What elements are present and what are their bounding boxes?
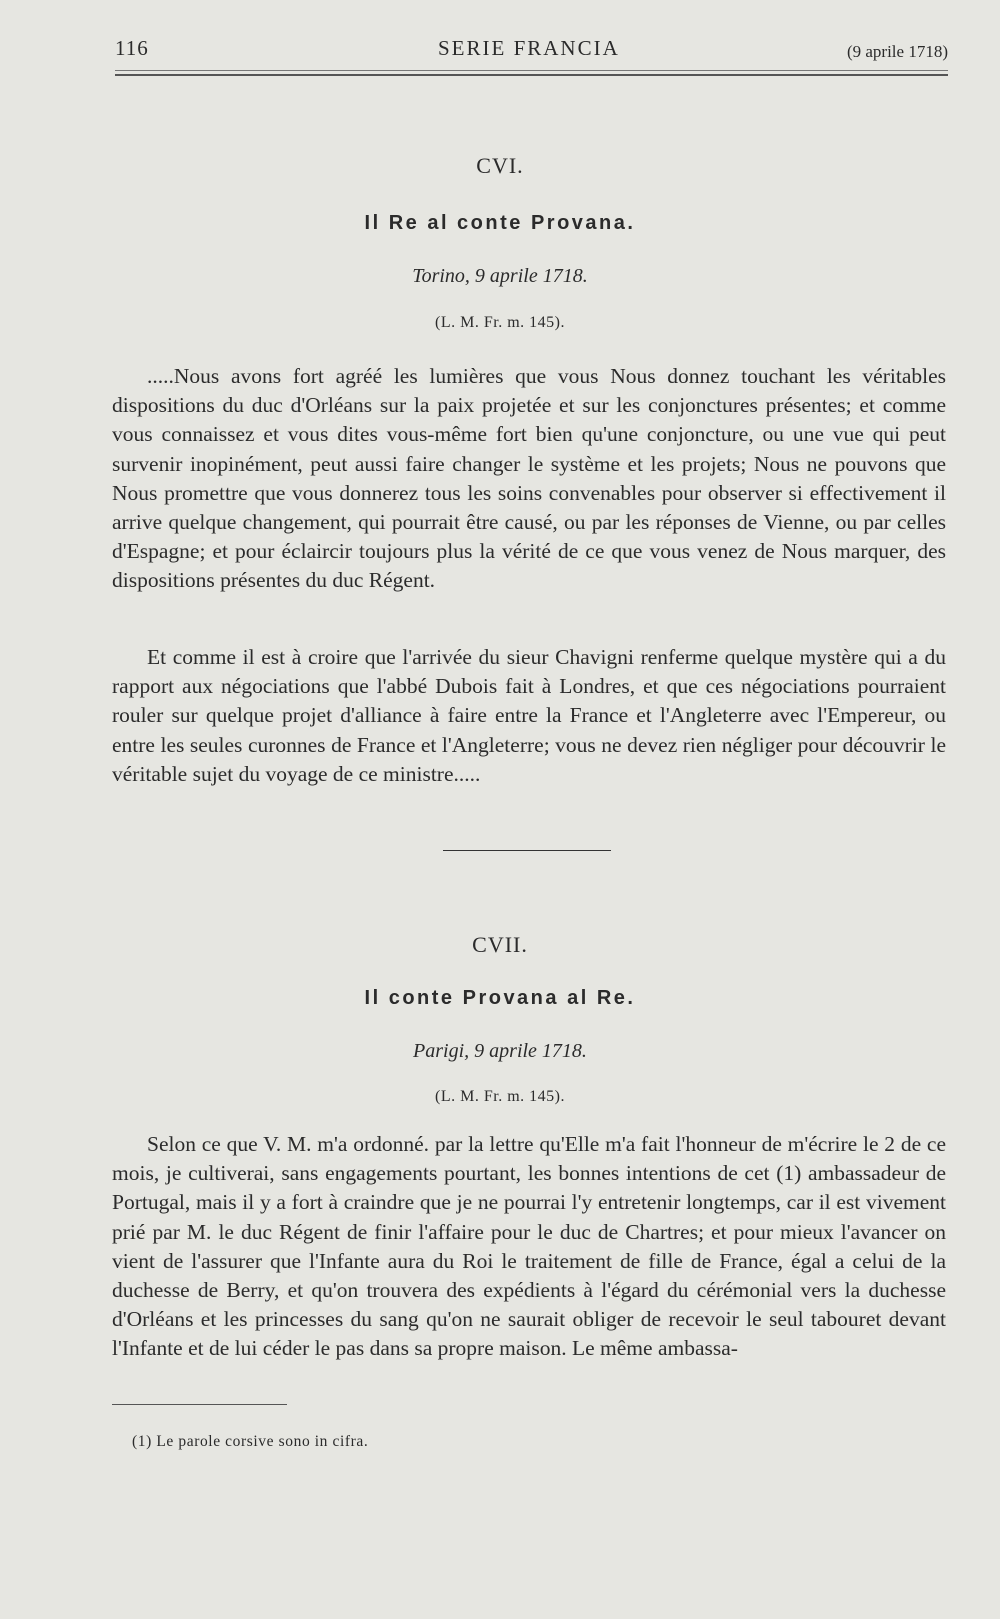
place-date: Parigi, 9 aprile 1718. [413, 1040, 587, 1062]
archive-source: (L. M. Fr. m. 145). [435, 1088, 565, 1105]
header-rule-thick [115, 74, 948, 76]
header-rule-thin [115, 70, 948, 71]
place-date: Torino, 9 aprile 1718. [412, 265, 588, 287]
section-separator [443, 850, 611, 851]
archive-source: (L. M. Fr. m. 145). [435, 314, 565, 331]
document-number: CVI. [476, 153, 524, 178]
footnote: (1) Le parole corsive sono in cifra. [132, 1433, 369, 1450]
body-paragraph: Et comme il est à croire que l'arrivée du sieur Chavigni renferme quelque mystère qui a du rapport aux négociations que l'abbé Dubois fait à Londres, et que ces négociations pourraient rouler sur quelque projet d'alliance à faire entre la France et l'Angleterre avec l'Empereur, ou entre les seules curonnes de France et l'Angleterre; vous ne devez rien négliger pour découvrir le véritable sujet du voyage de ce ministre..... [112, 645, 946, 786]
header-date: (9 aprile 1718) [846, 42, 948, 61]
page-number: 116 [115, 36, 149, 60]
running-header [115, 28, 948, 72]
footnote-rule [112, 1404, 287, 1405]
document-number: CVII. [472, 932, 528, 957]
document-heading: Il conte Provana al Re. [364, 987, 636, 1009]
body-paragraph: Selon ce que V. M. m'a ordonné. par la lettre qu'Elle m'a fait l'honneur de m'écrire le 2 de ce mois, je cultiverai, sans engagements pourtant, les bonnes intentions de cet (1) ambassadeur de Portugal, mais il y a fort à craindre que je ne pourrai l'y entretenir longtemps, car il est vivement prié par M. le duc Régent de finir l'affaire pour le duc de Chartres; et pour mieux l'avancer on vient de l'assurer que l'Infante aura du Roi le traitement de fille de France, égal a celui de la duchesse de Berry, et qu'on trouvera des expédients à l'égard du cérémonial vers la duchesse d'Orléans et les princesses du sang qu'on ne saurait obliger de recevoir le seul tabouret devant l'Infante et de lui céder le pas dans sa propre maison. Le même ambassa- [112, 1132, 946, 1361]
document-heading: Il Re al conte Provana. [364, 212, 636, 234]
running-title: SERIE FRANCIA [438, 36, 620, 60]
body-paragraph: .....Nous avons fort agréé les lumières que vous Nous donnez touchant les véritables dispositions du duc d'Orléans sur la paix projetée et sur les conjonctures présentes; et comme vous connaissez et vous dites vous-même fort bien qu'une conjoncture, ou une vue qui peut survenir inopinément, peut aussi faire changer le système et les projets; Nous ne pouvons que Nous promettre que vous donnerez tous les soins convenables pour observer si effectivement il arrive quelque changement, qui pourrait être causé, ou par les réponses de Vienne, ou par celles d'Espagne; et pour éclaircir toujours plus la vérité de ce que vous venez de Nous marquer, des dispositions présentes du duc Régent. [112, 364, 946, 593]
